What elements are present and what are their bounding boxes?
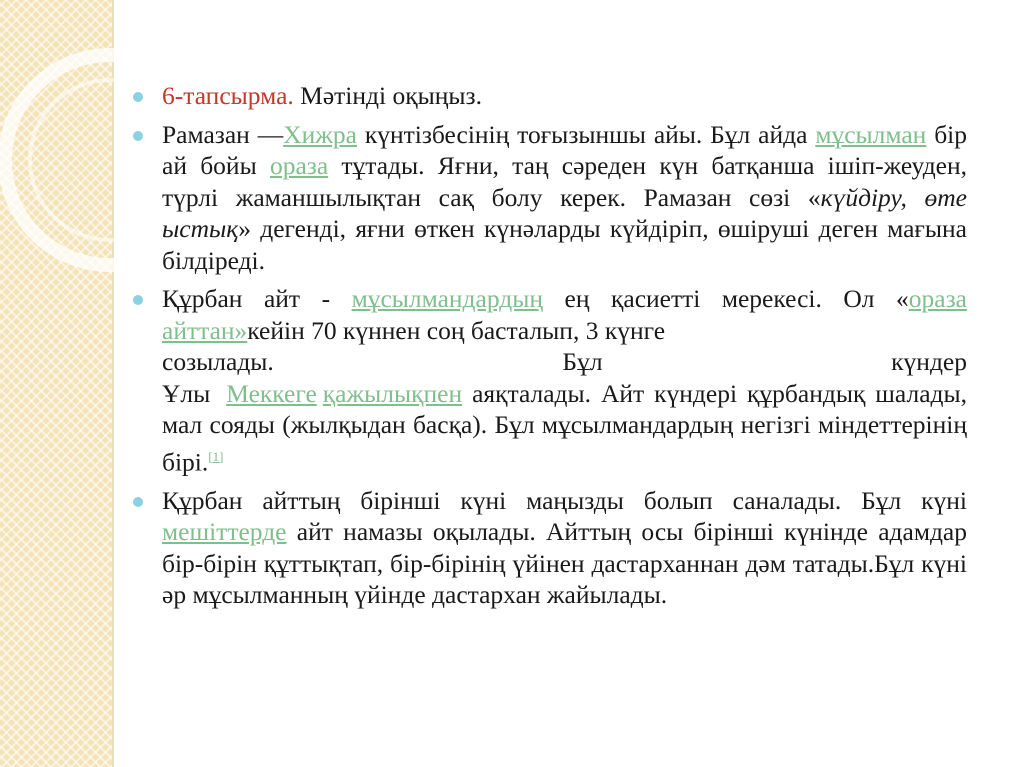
link-hijra[interactable]: Хижра bbox=[283, 119, 357, 149]
bullet-icon bbox=[133, 295, 143, 305]
text-span: » дегенді, яғни өткен күнәларды күйдіріп, өшіруші деген мағына білдіреді. bbox=[162, 214, 967, 275]
bullet-list bbox=[133, 80, 967, 611]
link-oraza[interactable]: ораза bbox=[269, 151, 329, 180]
text-span: бір ай бойы bbox=[162, 119, 968, 180]
text-span: Рамазан — bbox=[162, 119, 284, 149]
italic-phrase: күйдіру, өте ыстық bbox=[162, 182, 967, 243]
text-span: айт намазы оқылады. Айттың осы бірінші күнінде адамдар бір-бірін құттықтап, бір-бірінің үйінен дастарханнан дәм татады.Бұл күні әр мұсылманның үйінде дастархан жайылады. bbox=[162, 517, 967, 609]
list-item bbox=[133, 485, 967, 611]
text-span: күндер bbox=[891, 347, 967, 376]
list-item bbox=[133, 283, 967, 478]
text-span: аяқталады. Айт күндері құрбандық шалады, мал сояды (жылқыдан басқа). Бұл мұсылмандардың негізгі міндеттерінің бірі. bbox=[162, 378, 967, 476]
link-oraza-ait[interactable]: ораза айттан» bbox=[162, 284, 967, 345]
text-span: Бұл bbox=[562, 347, 603, 376]
bullet-icon bbox=[133, 497, 143, 507]
spaced-line bbox=[162, 346, 967, 378]
slide-content bbox=[133, 80, 967, 618]
text-span: тұтады. Яғни, таң сәреден күн батқанша ішіп-жеуден, түрлі жаманшылықтан сақ болу керек. Рамазан сөзі « bbox=[162, 151, 968, 212]
text-span: Ұлы bbox=[162, 378, 221, 408]
link-hajj[interactable]: қажылықпен bbox=[322, 378, 463, 408]
link-mecca[interactable]: Меккеге bbox=[226, 378, 317, 408]
text-span: Құрбан айт - bbox=[162, 284, 352, 313]
task-instruction: Мәтінді оқыңыз. bbox=[293, 81, 482, 110]
text-span: кейін 70 күннен соң басталып, 3 күнге bbox=[247, 315, 666, 345]
bullet-icon bbox=[133, 92, 143, 102]
bullet-icon bbox=[133, 131, 143, 141]
text-span: ең қасиетті мерекесі. Ол « bbox=[543, 284, 909, 313]
list-item bbox=[133, 80, 967, 112]
task-label: 6-тапсырма. bbox=[162, 81, 294, 110]
link-muslim[interactable]: мұсылман bbox=[815, 119, 927, 149]
text-span: күнтізбесінің тоғызыншы айы. Бұл айда bbox=[356, 119, 816, 149]
text-span: созылады. bbox=[162, 347, 274, 376]
link-mosques[interactable]: мешіттерде bbox=[162, 517, 287, 546]
text-span: Құрбан айттың бірінші күні маңызды болып саналады. Бұл күні bbox=[162, 485, 967, 515]
list-item bbox=[133, 119, 967, 277]
footnote-link[interactable]: [1] bbox=[208, 448, 224, 464]
link-muslims[interactable]: мұсылмандардың bbox=[351, 284, 544, 313]
